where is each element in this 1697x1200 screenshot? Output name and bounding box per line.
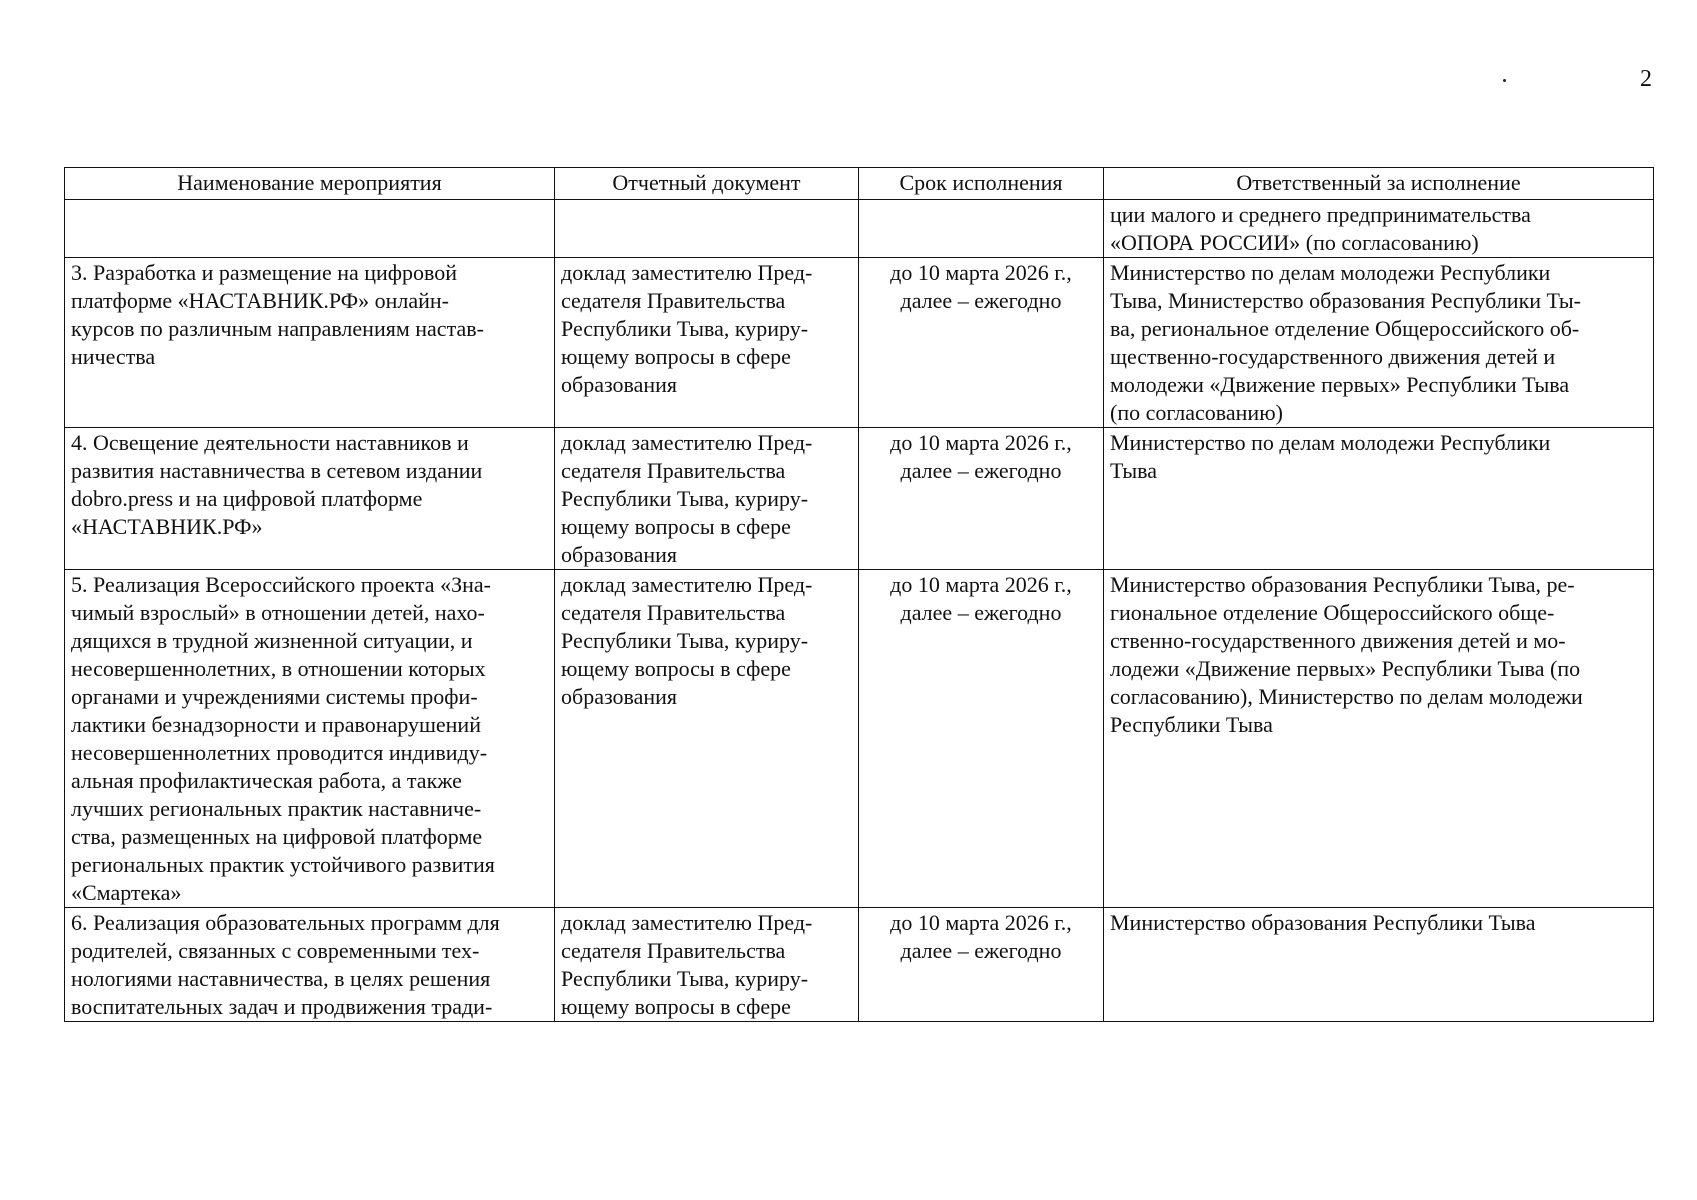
cell-responsible: Министерство по делам молодежи Республики Тыва <box>1104 428 1654 570</box>
table-row <box>65 258 1654 428</box>
cell-report-document: доклад заместителю Пред- седателя Правительства Республики Тыва, куриру- ющему вопросы в сфере образования <box>555 258 859 428</box>
cell-report-document: доклад заместителю Пред- седателя Правительства Республики Тыва, куриру- ющему вопросы в сфере образования <box>555 570 859 908</box>
cell-report-document: доклад заместителю Пред- седателя Правительства Республики Тыва, куриру- ющему вопросы в сфере образования <box>555 428 859 570</box>
header-deadline: Срок исполнения <box>859 168 1104 200</box>
cell-deadline: до 10 марта 2026 г., далее – ежегодно <box>859 908 1104 1022</box>
table-row <box>65 570 1654 908</box>
cell-deadline: до 10 марта 2026 г., далее – ежегодно <box>859 258 1104 428</box>
table-row <box>65 908 1654 1022</box>
cell-responsible: Министерство образования Республики Тыва <box>1104 908 1654 1022</box>
table-row <box>65 428 1654 570</box>
plan-table <box>64 167 1654 1022</box>
page-number: 2 <box>1640 66 1652 92</box>
cell-event-name: 4. Освещение деятельности наставников и развития наставничества в сетевом издании dobro.press и на цифровой платформе «НАСТАВНИК.РФ» <box>65 428 555 570</box>
cell-name-empty <box>65 200 555 258</box>
table-header-row <box>65 168 1654 200</box>
cell-event-name: 6. Реализация образовательных программ для родителей, связанных с современными тех- нологиями наставничества, в целях решения воспитательных задач и продвижения тради- <box>65 908 555 1022</box>
cell-event-name: 5. Реализация Всероссийского проекта «Зна- чимый взрослый» в отношении детей, нахо- дящихся в трудной жизненной ситуации, и несовершеннолетних, в отношении которых органами и учреждениями системы профи- лактики безнадзорности и правонарушений несовершеннолетних проводится индивиду- альная профилактическая работа, а также лучших региональных практик наставниче- ства, размещенных на цифровой платформе региональных практик устойчивого развития «Смартека» <box>65 570 555 908</box>
scan-speck <box>1503 79 1506 82</box>
cell-event-name: 3. Разработка и размещение на цифровой платформе «НАСТАВНИК.РФ» онлайн- курсов по различным направлениям настав- ничества <box>65 258 555 428</box>
cell-deadline: до 10 марта 2026 г., далее – ежегодно <box>859 428 1104 570</box>
cell-deadline: до 10 марта 2026 г., далее – ежегодно <box>859 570 1104 908</box>
cell-responsible: ции малого и среднего предпринимательства «ОПОРА РОССИИ» (по согласованию) <box>1104 200 1654 258</box>
cell-term-empty <box>859 200 1104 258</box>
cell-document-empty <box>555 200 859 258</box>
table-row-continuation <box>65 200 1654 258</box>
cell-responsible: Министерство по делам молодежи Республики Тыва, Министерство образования Республики Ты- ва, региональное отделение Общероссийского об- щественно-государственного движения детей и молодежи «Движение первых» Республики Тыва (по согласованию) <box>1104 258 1654 428</box>
cell-responsible: Министерство образования Республики Тыва, ре- гиональное отделение Общероссийского обще- ственно-государственного движения детей и мо- лодежи «Движение первых» Республики Тыва (по согласованию), Министерство по делам молодежи Республики Тыва <box>1104 570 1654 908</box>
header-report-document: Отчетный документ <box>555 168 859 200</box>
cell-report-document: доклад заместителю Пред- седателя Правительства Республики Тыва, куриру- ющему вопросы в сфере <box>555 908 859 1022</box>
header-event-name: Наименование мероприятия <box>65 168 555 200</box>
header-responsible: Ответственный за исполнение <box>1104 168 1654 200</box>
